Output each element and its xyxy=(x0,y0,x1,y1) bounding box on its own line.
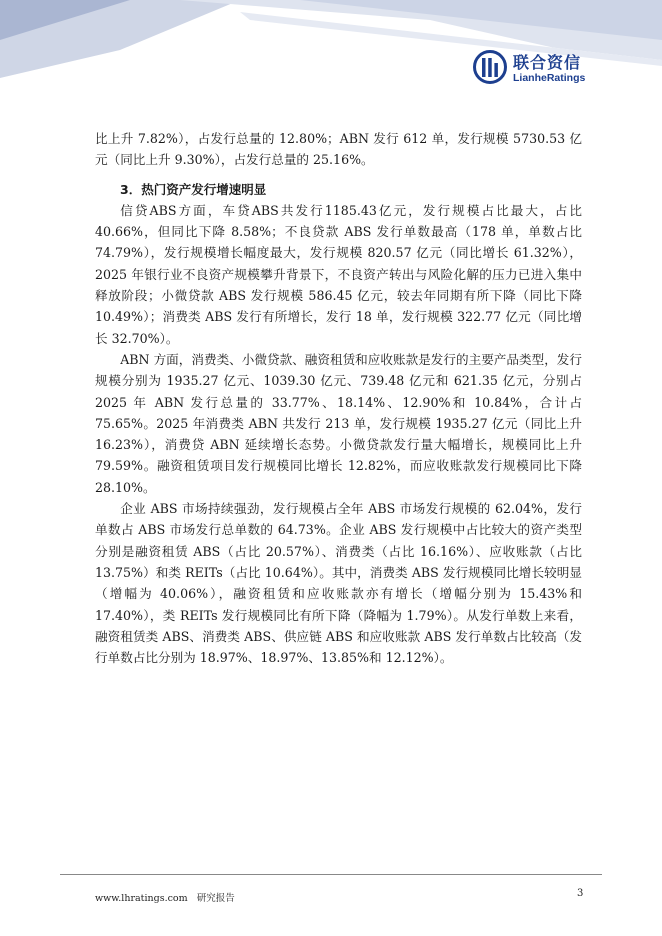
logo-english-name: LianheRatings xyxy=(513,72,586,84)
logo-chinese-name: 联合资信 xyxy=(513,53,582,72)
paragraph-abn: ABN 方面，消费类、小微贷款、融资租赁和应收账款是发行的主要产品类型，发行规模分别为 1935.27 亿元、1039.30 亿元、739.48 亿元和 621.35 亿元，分别占 2025 年 ABN 发行总量的 33.77%、18.14%、12.90%和 10.84%，合计占 75.65%。2025 年消费类 ABN 共发行 213 单，发行规模 1935.27 亿元（同比上升 16.23%），消费贷 ABN 延续增长态势。小微贷款发行量大幅增长，规模同比上升 79.59%。融资租赁项目发行规模同比增长 12.82%，而应收账款发行规模同比下降 28.10%。 xyxy=(95,351,582,495)
paragraph-enterprise-abs: 企业 ABS 市场持续强劲，发行规模占全年 ABS 市场发行规模的 62.04%，发行单数占 ABS 市场发行总单数的 64.73%。企业 ABS 发行规模中占比较大的资产类型分别是融资租赁 ABS（占比 20.57%）、消费类（占比 16.16%）、应收账款（占比 13.75%）和类 REITs（占比 10.64%）。其中，消费类 ABS 发行规模同比增长较明显（增幅为 40.06%），融资租赁和应收账款亦有增长（增幅分别为 15.43%和 17.40%），类 REITs 发行规模同比有所下降（降幅为 1.79%）。从发行单数上来看，融资租赁类 ABS、消费类 ABS、供应链 ABS 和应收账款 ABS 发行单数占比较高（发行单数占比分别为 18.97%、18.97%、13.85%和 12.12%）。 xyxy=(95,501,582,666)
paragraph-credit-abs: 信贷ABS方面，车贷ABS共发行1185.43亿元，发行规模占比最大，占比40.66%，但同比下降 8.58%；不良贷款 ABS 发行单数最高（178 单，单数占比 74.79%），发行规模增长幅度最大，发行规模 820.57 亿元（同比增长 61.32%），2025 年银行业不良资产规模攀升背景下，不良资产转出与风险化解的压力已进入集中释放阶段；小微贷款 ABS 发行规模 586.45 亿元，较去年同期有所下降（同比下降 10.49%）；消费类 ABS 发行有所增长，发行 18 单，发行规模 322.77 亿元（同比增长 32.70%）。 xyxy=(95,202,582,346)
paragraph-continuation: 比上升 7.82%），占发行总量的 12.80%；ABN 发行 612 单，发行规模 5730.53 亿元（同比上升 9.30%），占发行总量的 25.16%。 xyxy=(95,131,582,168)
report-body xyxy=(95,128,582,668)
page-number: 3 xyxy=(577,888,584,899)
footer-divider xyxy=(60,874,602,875)
footer-report-label: 研究报告 xyxy=(196,893,235,904)
company-logo xyxy=(473,50,593,90)
section-heading: 3．热门资产发行增速明显 xyxy=(120,181,267,197)
footer-website: www.lhratings.com xyxy=(95,893,188,904)
footer-info xyxy=(95,890,235,904)
logo-mark-icon xyxy=(473,50,507,84)
